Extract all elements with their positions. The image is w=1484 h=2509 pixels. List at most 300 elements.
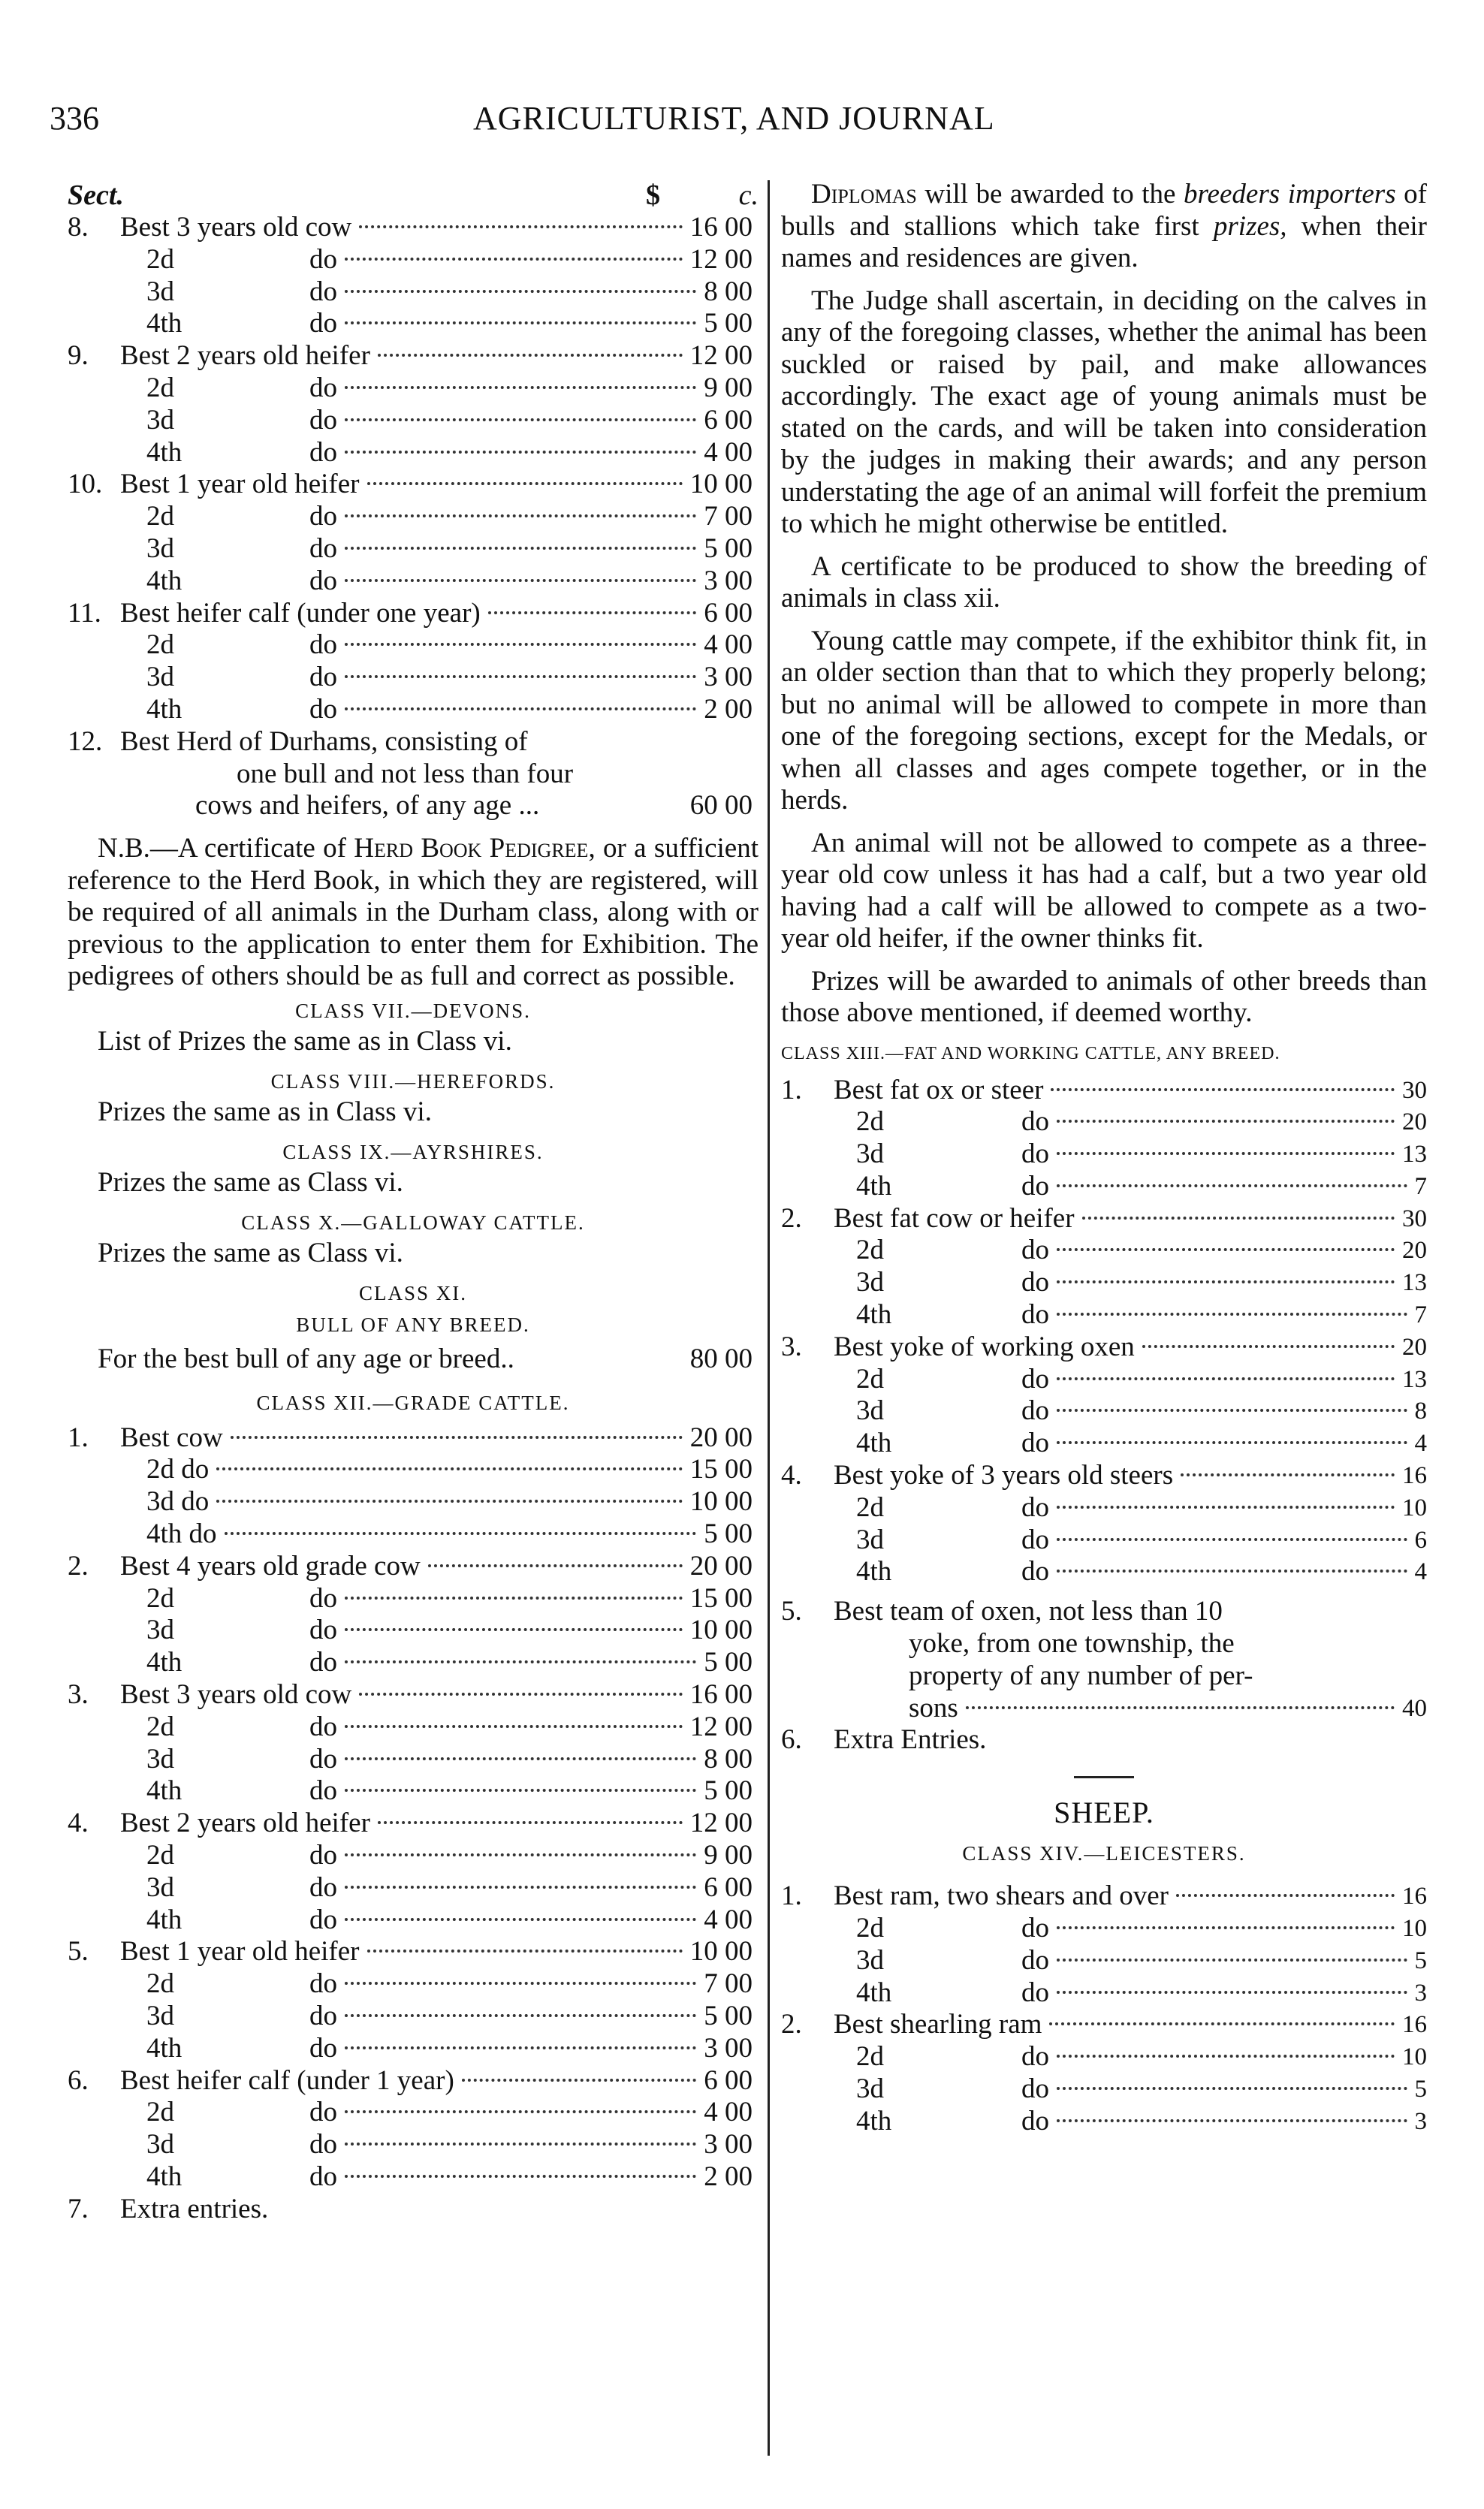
item-label: 4th — [146, 1775, 182, 1807]
prize-value: 10 00 — [689, 469, 753, 500]
prize-value: 6 00 — [704, 597, 753, 629]
ditto-mark: do — [309, 243, 337, 275]
prize-value: 10 00 — [689, 1936, 753, 1968]
prize-value: 20 — [1402, 1333, 1427, 1361]
ditto-mark: do — [309, 2032, 337, 2064]
ditto-mark: do — [309, 662, 337, 693]
prize-list-fat-cattle — [781, 1075, 1427, 1589]
ditto-mark: do — [1021, 1267, 1049, 1298]
ditto-mark: do — [309, 693, 337, 725]
item-label: 2d — [146, 629, 174, 661]
item-label: 3d — [146, 1871, 174, 1903]
leader-dots — [1057, 1152, 1395, 1155]
leader-dots — [1142, 1345, 1395, 1348]
leader-dots — [367, 482, 683, 485]
diplomas-smallcaps: Diplomas — [811, 179, 917, 210]
list-item — [68, 1454, 759, 1486]
judge-paragraph: The Judge shall ascertain, in deciding on the calves in any of the foregoing classes, whether the animal has been suckled or raised by pail, and make allowances accordingly. The exact age of young animals must be stated on the cards, and will be taken into consideration by the judges in making their awards; and any person understating the age of an animal will forfeit the premium to which he might otherwise be entitled. — [781, 285, 1427, 539]
list-item — [781, 1299, 1427, 1331]
prize-value: 5 00 — [704, 532, 753, 564]
list-item — [68, 533, 759, 565]
list-item — [68, 276, 759, 309]
list-item — [781, 1395, 1427, 1428]
prize-value: 6 00 — [704, 2064, 753, 2096]
prize-value: 9 00 — [704, 1840, 753, 1871]
ditto-mark: do — [1021, 1395, 1049, 1427]
prize-value: 8 — [1414, 1398, 1427, 1425]
leader-dots — [1057, 1120, 1395, 1123]
list-item — [68, 1744, 759, 1776]
list-item — [781, 1138, 1427, 1171]
list-item — [68, 2161, 759, 2194]
item-label: 4th — [856, 1977, 892, 2008]
leader-dots — [1057, 1506, 1395, 1509]
leader-dots — [428, 1564, 683, 1567]
dollar-heading: $ — [646, 179, 660, 211]
item-label: 4th — [856, 1556, 892, 1588]
prize-value: 5 00 — [704, 308, 753, 339]
ditto-mark: do — [1021, 1913, 1049, 1944]
list-item — [68, 308, 759, 340]
leader-dots — [345, 290, 696, 293]
list-item — [781, 1556, 1427, 1588]
column-header — [68, 179, 759, 212]
ditto-mark: do — [1021, 1524, 1049, 1555]
leader-dots — [1057, 1248, 1395, 1251]
item-label: yoke, from one township, the — [909, 1628, 1235, 1660]
list-item — [781, 1977, 1427, 2010]
item-label: Best ram, two shears and over — [834, 1880, 1169, 1912]
class-heading: CLASS VIII.—HEREFORDS. — [270, 1069, 556, 1093]
ditto-mark: do — [1021, 2105, 1049, 2137]
item-label: 2d — [146, 372, 174, 403]
prize-value: 6 — [1414, 1526, 1427, 1554]
ditto-mark: do — [1021, 1106, 1049, 1138]
prize-value: 10 — [1402, 2043, 1427, 2071]
prize-value: 7 — [1414, 1301, 1427, 1329]
leader-dots — [216, 1467, 683, 1470]
item-label: 2d — [146, 1582, 174, 1614]
item-label: 2d — [856, 1363, 884, 1395]
item-label: Best fat cow or heifer — [834, 1202, 1075, 1234]
item-label: 2d — [856, 2041, 884, 2073]
section-rule — [1074, 1776, 1134, 1778]
list-item — [68, 1711, 759, 1744]
other-breeds-paragraph: Prizes will be awarded to animals of other breeds than those above mentioned, if deemed worthy. — [781, 965, 1427, 1028]
item-label: 4th — [146, 2161, 182, 2192]
prize-value: 15 00 — [689, 1582, 753, 1614]
leader-dots — [1057, 1184, 1407, 1187]
list-item — [781, 1945, 1427, 1977]
prize-value: 4 00 — [704, 436, 753, 468]
list-item — [781, 1331, 1427, 1364]
item-label: 2d — [856, 1235, 884, 1266]
p1-text: when their names and residences are given. — [781, 210, 1427, 273]
item-label: 2d — [146, 1711, 174, 1742]
list-item — [68, 437, 759, 469]
list-item — [68, 662, 759, 694]
leader-dots — [345, 675, 696, 678]
herd-entry — [68, 726, 759, 822]
item-label: Best yoke of working oxen — [834, 1331, 1135, 1362]
prize-value: 5 00 — [704, 2000, 753, 2031]
item-label: Extra Entries. — [834, 1724, 987, 1756]
list-item — [68, 2001, 759, 2033]
item-label: 2d — [146, 2097, 174, 2128]
leader-dots — [345, 321, 696, 324]
prize-value: 13 — [1402, 1269, 1427, 1297]
prize-value: 20 00 — [689, 1422, 753, 1453]
item-label: 4th — [146, 2032, 182, 2064]
item-number: 2. — [781, 1202, 802, 1234]
leader-dots — [345, 1757, 696, 1760]
item-label: 3d — [856, 2073, 884, 2105]
list-item — [781, 1492, 1427, 1524]
prize-value: 80 00 — [689, 1343, 753, 1374]
prize-value: 20 — [1402, 1108, 1427, 1136]
prize-value: 10 — [1402, 1494, 1427, 1521]
list-item — [781, 1460, 1427, 1492]
certificate-paragraph: A certificate to be produced to show the breeding of animals in class xii. — [781, 550, 1427, 614]
list-item — [68, 758, 759, 791]
leader-dots — [345, 258, 683, 261]
ditto-mark: do — [309, 372, 337, 403]
list-item — [68, 1647, 759, 1679]
item-label: 4th — [146, 693, 182, 725]
item-label: 3d — [856, 1524, 884, 1555]
prize-value: 16 00 — [689, 212, 753, 243]
item-number: 10. — [68, 469, 103, 500]
prize-value: 10 00 — [689, 1615, 753, 1646]
item-label: 3d do — [146, 1486, 210, 1518]
prize-list-durhams — [68, 212, 759, 726]
class-text: List of Prizes the same as in Class vi. — [98, 1025, 512, 1057]
class-heading: CLASS XIII.—FAT AND WORKING CATTLE, ANY BREED. — [781, 1043, 1280, 1063]
ditto-mark: do — [1021, 1428, 1049, 1459]
list-item — [68, 212, 759, 244]
ditto-mark: do — [309, 1647, 337, 1678]
item-label: 2d — [146, 1840, 174, 1871]
item-label: Best 2 years old heifer — [120, 340, 370, 372]
list-item — [68, 501, 759, 533]
item-label: 2d — [146, 1968, 174, 2000]
ditto-mark: do — [309, 2129, 337, 2161]
section-heading-sheep: SHEEP. — [1054, 1796, 1154, 1830]
prize-value: 9 00 — [704, 372, 753, 403]
prize-value: 5 00 — [704, 1518, 753, 1550]
list-item — [68, 340, 759, 372]
item-label: Best cow — [120, 1422, 223, 1453]
prize-value: 5 00 — [704, 1775, 753, 1807]
young-cattle-paragraph: Young cattle may compete, if the exhibitor think fit, in an older section than that to which they properly belong; but no animal will be allowed to compete in more than one of the foregoing sections, except for the Medals, or when all classes and ages compete together, or in the herds. — [781, 625, 1427, 816]
leader-dots — [1057, 1570, 1407, 1573]
ditto-mark: do — [1021, 2041, 1049, 2073]
prize-value: 5 — [1414, 2076, 1427, 2103]
ditto-mark: do — [1021, 1977, 1049, 2008]
item-number: 7. — [68, 2193, 89, 2224]
prize-value: 16 — [1402, 2011, 1427, 2039]
ditto-mark: do — [309, 1904, 337, 1935]
list-item — [781, 1524, 1427, 1557]
leader-dots — [1057, 1991, 1407, 1994]
prize-value: 8 00 — [704, 276, 753, 307]
ditto-mark: do — [1021, 1491, 1049, 1523]
ditto-mark: do — [1021, 1556, 1049, 1588]
leader-dots — [345, 579, 696, 582]
ditto-mark: do — [309, 1711, 337, 1742]
nb-text: N.B.—A certificate of — [98, 833, 354, 864]
list-item — [781, 2041, 1427, 2073]
ditto-mark: do — [309, 1840, 337, 1871]
item-label: 4th — [856, 1428, 892, 1459]
prize-value: 2 00 — [704, 693, 753, 725]
item-number: 5. — [68, 1936, 89, 1968]
item-label: Best fat ox or steer — [834, 1074, 1044, 1105]
leader-dots — [345, 514, 696, 517]
item-label: 3d — [146, 1615, 174, 1646]
nb-smallcaps: Herd Book Pedigree — [354, 833, 589, 864]
leader-dots — [1057, 1441, 1407, 1444]
list-item — [68, 1679, 759, 1711]
item-number: 11. — [68, 597, 101, 629]
ditto-mark: do — [1021, 1138, 1049, 1170]
class-heading: CLASS XIV.—LEICESTERS. — [962, 1842, 1246, 1865]
item-number: 8. — [68, 212, 89, 243]
list-item — [781, 1628, 1427, 1660]
list-item — [68, 1518, 759, 1551]
item-label: 3d — [146, 2000, 174, 2031]
item-number: 9. — [68, 340, 89, 372]
ditto-mark: do — [1021, 2073, 1049, 2105]
class-text: Prizes the same as Class vi. — [98, 1237, 403, 1268]
item-label: Best 2 years old heifer — [120, 1808, 370, 1839]
list-item — [781, 2009, 1427, 2041]
item-label: Best Herd of Durhams, consisting of — [120, 725, 528, 757]
p1-text: of bulls and stallions which take first — [781, 179, 1427, 242]
p1-italic: prizes, — [1213, 210, 1287, 242]
prize-list-grade-cattle — [68, 1422, 759, 2226]
leader-dots — [345, 643, 696, 646]
list-item — [68, 1615, 759, 1647]
item-label: 3d — [146, 2129, 174, 2161]
leader-dots — [1082, 1217, 1395, 1220]
ditto-mark: do — [309, 436, 337, 468]
leader-dots — [1051, 1088, 1395, 1091]
list-item — [781, 1596, 1427, 1628]
prize-value: 30 — [1402, 1205, 1427, 1232]
list-item — [68, 372, 759, 405]
item-label: 4th do — [146, 1518, 217, 1550]
leader-dots — [378, 354, 683, 357]
item-label: 2d do — [146, 1454, 210, 1485]
prize-value: 2 00 — [704, 2161, 753, 2192]
prize-value: 40 — [1402, 1694, 1427, 1722]
item-label: 4th — [146, 1647, 182, 1678]
item-label: 4th — [146, 308, 182, 339]
item-number: 1. — [781, 1074, 802, 1105]
item-label: Best 4 years old grade cow — [120, 1550, 421, 1582]
leader-dots — [1176, 1894, 1395, 1897]
list-item — [68, 2194, 759, 2226]
leader-dots — [1049, 2022, 1395, 2025]
prize-value: 3 00 — [704, 565, 753, 596]
list-item — [68, 598, 759, 630]
leader-dots — [1057, 1313, 1407, 1316]
ditto-mark: do — [309, 2000, 337, 2031]
prize-value: 7 — [1414, 1172, 1427, 1200]
item-number: 6. — [781, 1724, 802, 1756]
list-item — [68, 1486, 759, 1518]
list-item — [781, 1693, 1427, 1725]
running-title: AGRICULTURIST, AND JOURNAL — [473, 100, 995, 137]
item-label: 4th — [146, 436, 182, 468]
item-label: 3d — [856, 1267, 884, 1298]
prize-value: 20 00 — [689, 1550, 753, 1582]
class-text: Prizes the same as in Class vi. — [98, 1096, 432, 1127]
item-number: 4. — [781, 1460, 802, 1491]
ditto-mark: do — [1021, 1944, 1049, 1976]
list-item — [68, 469, 759, 501]
list-item — [68, 1551, 759, 1583]
list-item — [781, 1075, 1427, 1107]
p1-text — [1280, 179, 1288, 210]
sect-heading: Sect. — [68, 179, 124, 211]
item-label: 3d — [146, 532, 174, 564]
leader-dots — [1057, 2119, 1407, 2122]
leader-dots — [345, 386, 696, 389]
item-label: 3d — [856, 1395, 884, 1427]
class-heading: CLASS IX.—AYRSHIRES. — [282, 1140, 544, 1163]
list-item — [68, 2129, 759, 2161]
list-item — [781, 1106, 1427, 1138]
item-number: 12. — [68, 725, 103, 757]
list-item — [68, 1583, 759, 1615]
prize-value: 3 00 — [704, 2129, 753, 2161]
ditto-mark: do — [309, 308, 337, 339]
item-label: Best 3 years old cow — [120, 212, 352, 243]
prize-value: 4 — [1414, 1430, 1427, 1458]
ditto-mark: do — [309, 532, 337, 564]
prize-value: 6 00 — [704, 1871, 753, 1903]
item-label: Best shearling ram — [834, 2009, 1042, 2040]
item-label: 4th — [856, 1170, 892, 1202]
ditto-mark: do — [309, 1871, 337, 1903]
class-heading: CLASS X.—GALLOWAY CATTLE. — [241, 1211, 585, 1234]
list-item — [68, 1338, 759, 1380]
list-item — [781, 1267, 1427, 1299]
leader-dots — [1057, 1538, 1407, 1541]
item-label: For the best bull of any age or breed.. — [98, 1343, 514, 1374]
item-number: 6. — [68, 2064, 89, 2096]
ditto-mark: do — [309, 629, 337, 661]
currency-heading — [646, 179, 759, 212]
prize-value: 12 00 — [689, 243, 753, 275]
list-item — [781, 1660, 1427, 1693]
ditto-mark: do — [309, 1968, 337, 2000]
class-subheading: BULL OF ANY BREED. — [296, 1313, 530, 1336]
item-label: cows and heifers, of any age ... — [195, 790, 540, 822]
item-label: 4th — [856, 1299, 892, 1331]
p1-text: will be awarded to the — [916, 179, 1184, 210]
ditto-mark: do — [1021, 1299, 1049, 1331]
list-item — [781, 1203, 1427, 1235]
left-column — [68, 179, 759, 2226]
prize-list-leicesters — [781, 1880, 1427, 2137]
item-label: Best 3 years old cow — [120, 1679, 352, 1711]
list-item — [68, 629, 759, 662]
list-item — [68, 1422, 759, 1455]
list-item — [68, 2097, 759, 2129]
ditto-mark: do — [309, 1775, 337, 1807]
leader-dots — [345, 2014, 696, 2017]
item-label: 3d — [146, 662, 174, 693]
list-item — [68, 694, 759, 726]
list-item — [781, 1235, 1427, 1267]
leader-dots — [345, 1660, 696, 1663]
leader-dots — [345, 418, 696, 421]
ditto-mark: do — [1021, 1170, 1049, 1202]
diplomas-paragraph — [781, 179, 1427, 275]
prize-value: 12 00 — [689, 1711, 753, 1742]
prize-value: 20 — [1402, 1237, 1427, 1265]
leader-dots — [345, 451, 696, 454]
item-label: Best 1 year old heifer — [120, 469, 360, 500]
item-label: 3d — [146, 404, 174, 436]
item-label: 3d — [146, 1743, 174, 1775]
leader-dots — [345, 2175, 696, 2178]
team-entry — [781, 1596, 1427, 1757]
ditto-mark: do — [309, 2161, 337, 2192]
prize-value: 3 — [1414, 1979, 1427, 2007]
leader-dots — [367, 1950, 683, 1953]
prize-value: 16 00 — [689, 1679, 753, 1711]
prize-value: 7 00 — [704, 1968, 753, 2000]
list-item — [781, 2106, 1427, 2138]
list-item — [781, 2073, 1427, 2106]
leader-dots — [1057, 1959, 1407, 1962]
prize-value: 16 — [1402, 1462, 1427, 1490]
prize-value: 8 00 — [704, 1743, 753, 1775]
item-label: 2d — [856, 1491, 884, 1523]
ditto-mark: do — [1021, 1235, 1049, 1266]
p1-italic: importers — [1287, 179, 1396, 210]
leader-dots — [462, 2079, 696, 2082]
list-item — [68, 1936, 759, 1968]
list-item — [781, 1428, 1427, 1460]
leader-dots — [488, 611, 697, 614]
list-item — [68, 1968, 759, 2001]
prize-value: 5 00 — [704, 1647, 753, 1678]
list-item — [781, 1724, 1427, 1757]
nb-text-rest: , or a sufficient reference to the Herd Book, in which they are registered, will be required of all animals in the Durham class, along with or previous to the application to enter them for Exhibition. The pedigrees of others should be as full and correct as possible. — [68, 833, 759, 992]
leader-dots — [345, 1886, 696, 1889]
item-label: 2d — [856, 1106, 884, 1138]
leader-dots — [345, 2046, 696, 2049]
list-item — [781, 1171, 1427, 1203]
list-item — [68, 1775, 759, 1808]
leader-dots — [1057, 1280, 1395, 1283]
nb-paragraph — [68, 833, 759, 993]
prize-value: 30 — [1402, 1076, 1427, 1104]
leader-dots — [345, 1628, 683, 1631]
item-label: 2d — [146, 501, 174, 532]
prize-value: 10 00 — [689, 1486, 753, 1518]
prize-value: 12 00 — [689, 1808, 753, 1839]
class-heading: CLASS XII.—GRADE CATTLE. — [256, 1391, 570, 1414]
item-number: 2. — [68, 1550, 89, 1582]
leader-dots — [1057, 1926, 1395, 1929]
leader-dots — [345, 1982, 696, 1985]
